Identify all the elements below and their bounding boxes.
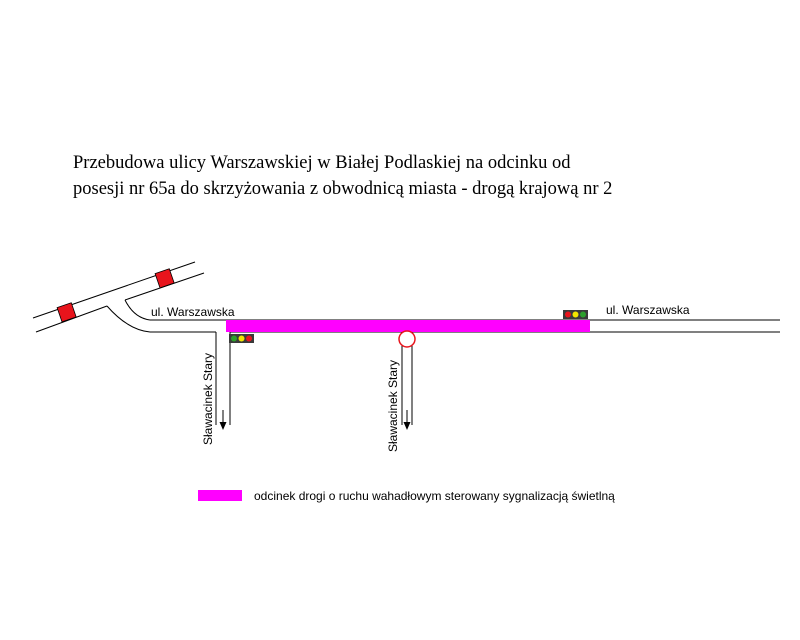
traffic-light-icon (563, 310, 588, 319)
street-label-warszawska-right: ul. Warszawska (606, 303, 690, 317)
legend-swatch (198, 490, 242, 501)
arrow-down-icon (404, 410, 411, 430)
traffic-light-icon (229, 334, 254, 343)
road-marker-icon (57, 303, 76, 322)
title-line-2: posesji nr 65a do skrzyżowania z obwodnicą miasta - drogą krajową nr 2 (73, 179, 613, 199)
roundabout-icon (399, 331, 415, 347)
street-label-slawacinek-left: Sławacinek Stary (201, 352, 215, 445)
road-marker-icon (155, 269, 174, 288)
shuttle-traffic-segment (226, 320, 590, 332)
arrow-down-icon (220, 410, 227, 430)
title-line-1: Przebudowa ulicy Warszawskiej w Białej Podlaskiej na odcinku od (73, 153, 571, 173)
street-label-warszawska-left: ul. Warszawska (151, 305, 235, 319)
legend-text: odcinek drogi o ruchu wahadłowym sterowany sygnalizacją świetlną (254, 489, 615, 503)
street-label-slawacinek-right: Sławacinek Stary (386, 359, 400, 452)
diagonal-road (33, 262, 204, 332)
